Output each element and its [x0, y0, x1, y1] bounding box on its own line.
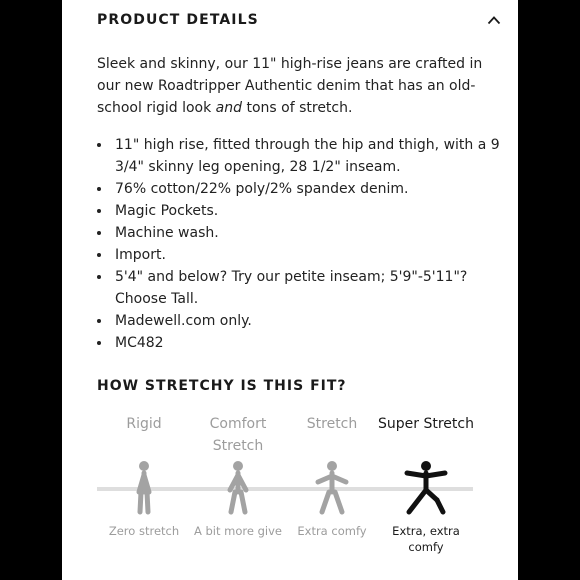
- product-details-panel: [62, 0, 518, 580]
- list-item: • Madewell.com only.: [112, 310, 518, 332]
- stretch-figure-icon: [307, 460, 357, 516]
- list-item: • Import.: [112, 244, 518, 266]
- chevron-up-icon[interactable]: [485, 11, 503, 29]
- stretch-level-label-super: Super Stretch: [378, 416, 474, 432]
- stretch-level-desc-comfort: A bit more give: [193, 524, 282, 538]
- list-item: • 5'4" and below? Try our petite inseam; 5'9"-5'11"? Choose Tall.: [112, 266, 518, 310]
- section-title: PRODUCT DETAILS: [97, 12, 259, 28]
- stretch-level-desc-rigid: Zero stretch: [108, 524, 180, 538]
- product-description: [97, 53, 497, 119]
- super-stretch-figure-icon: [401, 460, 451, 516]
- description-emphasis: and: [215, 100, 243, 116]
- description-text: Sleek and skinny, our 11" high-rise jeans are crafted in our new Roadtripper Authentic denim that has an old-school rigid look: [97, 56, 483, 116]
- stretch-level-desc-stretch: Extra comfy: [297, 524, 367, 538]
- list-item: • MC482: [112, 332, 518, 354]
- product-features-list: [94, 134, 518, 354]
- list-item: • Machine wash.: [112, 222, 518, 244]
- description-text-end: tons of stretch.: [242, 100, 353, 116]
- comfort-stretch-figure-icon: [213, 460, 263, 516]
- stretch-level-label-rigid: Rigid: [126, 416, 162, 432]
- list-item: • 11" high rise, fitted through the hip and thigh, with a 9 3/4" skinny leg opening, 28 1/2" inseam.: [112, 134, 518, 178]
- rigid-figure-icon: [119, 460, 169, 516]
- stretch-level-label-stretch: Stretch: [306, 416, 358, 432]
- list-item: • 76% cotton/22% poly/2% spandex denim.: [112, 178, 518, 200]
- list-item: • Magic Pockets.: [112, 200, 518, 222]
- stretch-level-desc-super: Extra, extra comfy: [392, 524, 460, 554]
- product-details-header[interactable]: [97, 10, 503, 30]
- stretch-level-label-comfort: Comfort Stretch: [209, 416, 267, 454]
- stretch-scale-title: HOW STRETCHY IS THIS FIT?: [97, 378, 347, 394]
